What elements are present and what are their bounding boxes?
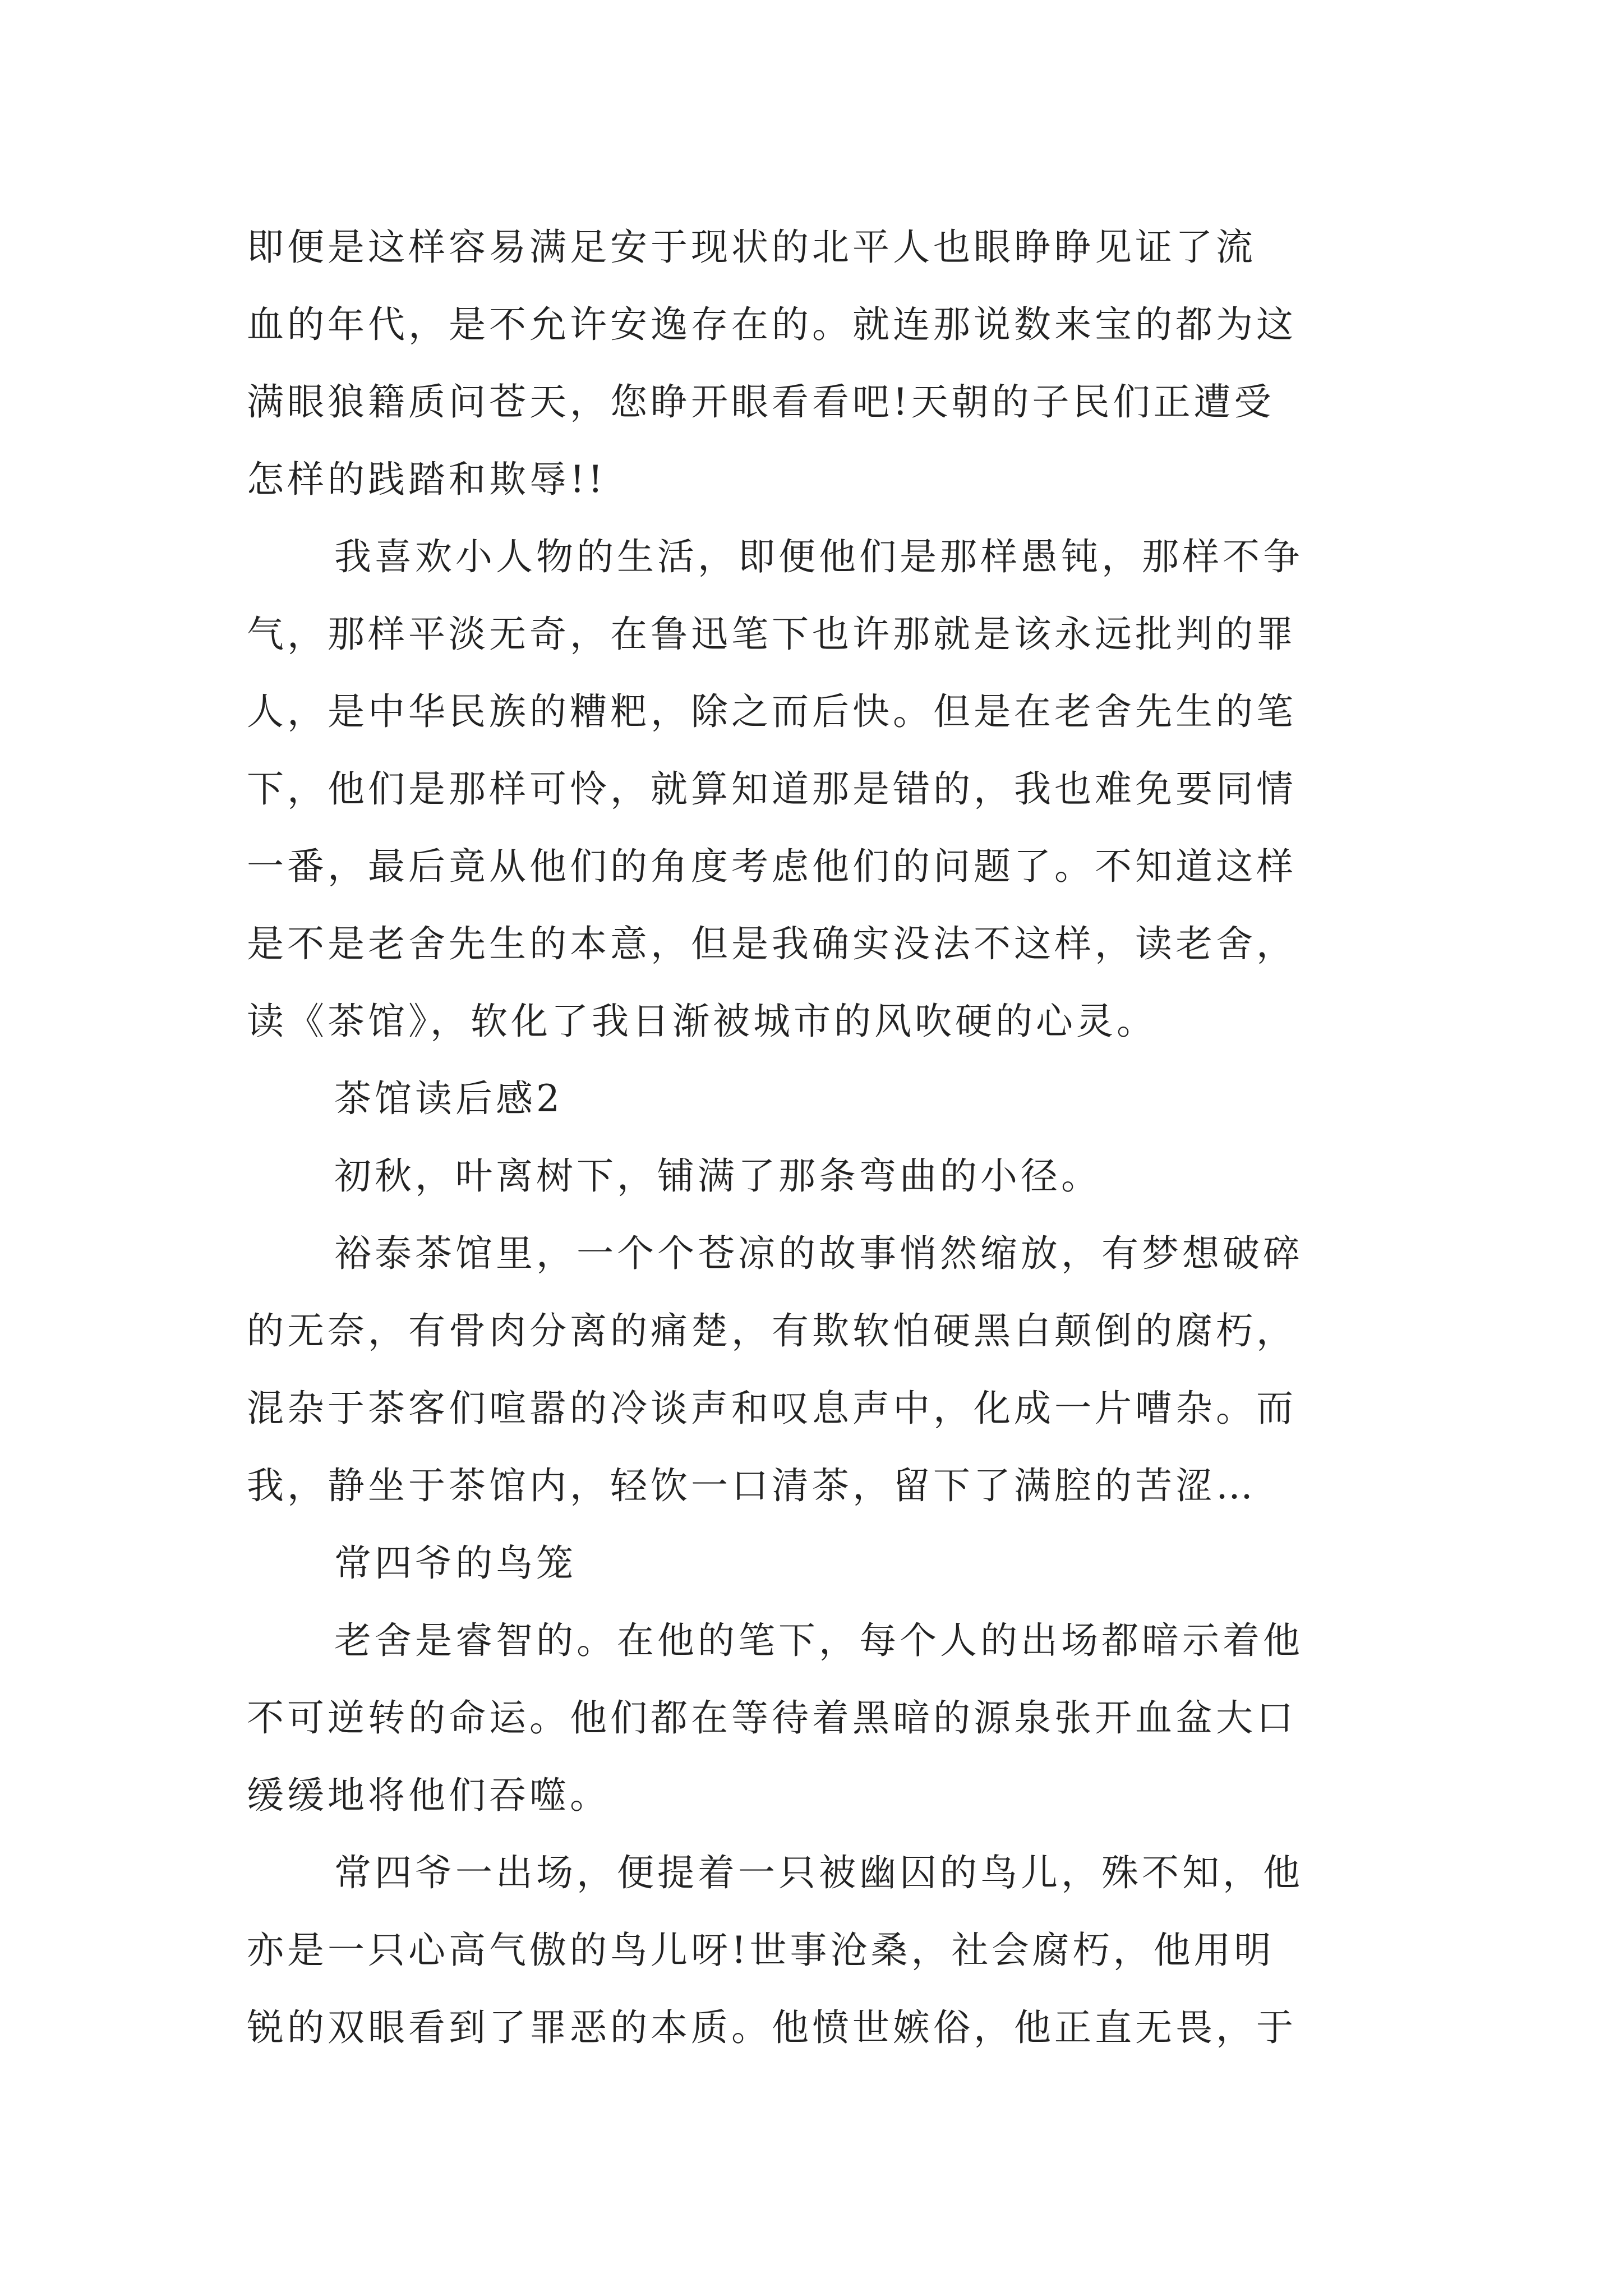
text-line: 怎样的践踏和欺辱!! xyxy=(247,458,607,501)
text-line: 一番，最后竟从他们的角度考虑他们的问题了。不知道这样 xyxy=(247,845,1297,888)
text-line: 我，静坐于茶馆内，轻饮一口清茶，留下了满腔的苦涩… xyxy=(247,1464,1256,1507)
text-line: 人，是中华民族的糟粑，除之而后快。但是在老舍先生的笔 xyxy=(247,690,1297,733)
text-line: 缓缓地将他们吞噬。 xyxy=(247,1774,610,1817)
text-line: 不可逆转的命运。他们都在等待着黑暗的源泉张开血盆大口 xyxy=(247,1696,1297,1740)
text-line: 的无奈，有骨肉分离的痛楚，有欺软怕硬黑白颠倒的腐朽， xyxy=(247,1309,1297,1352)
text-line: 即便是这样容易满足安于现状的北平人也眼睁睁见证了流 xyxy=(247,226,1256,269)
text-line: 满眼狼籍质问苍天，您睁开眼看看吧!天朝的子民们正遭受 xyxy=(247,380,1275,424)
paragraph-first-line: 裕泰茶馆里，一个个苍凉的故事悄然缩放，有梦想破碎 xyxy=(334,1232,1303,1275)
paragraph-first-line: 我喜欢小人物的生活，即便他们是那样愚钝，那样不争 xyxy=(334,535,1303,578)
document-body-text xyxy=(247,209,1374,2067)
section-heading: 茶馆读后感2 xyxy=(334,1077,563,1120)
text-line: 血的年代，是不允许安逸存在的。就连那说数来宝的都为这 xyxy=(247,303,1297,346)
text-line: 锐的双眼看到了罪恶的本质。他愤世嫉俗，他正直无畏，于 xyxy=(247,2006,1297,2049)
text-line: 下，他们是那样可怜，就算知道那是错的，我也难免要同情 xyxy=(247,767,1297,811)
text-line: 气，那样平淡无奇，在鲁迅笔下也许那就是该永远批判的罪 xyxy=(247,613,1297,656)
paragraph-first-line: 老舍是睿智的。在他的笔下，每个人的出场都暗示着他 xyxy=(334,1619,1303,1662)
text-line: 亦是一只心高气傲的鸟儿呀!世事沧桑，社会腐朽，他用明 xyxy=(247,1929,1275,1972)
text-line: 读《茶馆》，软化了我日渐被城市的风吹硬的心灵。 xyxy=(247,1000,1157,1043)
text-line: 是不是老舍先生的本意，但是我确实没法不这样，读老舍， xyxy=(247,922,1297,965)
section-heading: 常四爷的鸟笼 xyxy=(334,1542,577,1585)
paragraph-first-line: 初秋，叶离树下，铺满了那条弯曲的小径。 xyxy=(334,1154,1101,1198)
text-line: 混杂于茶客们喧嚣的冷谈声和叹息声中，化成一片嘈杂。而 xyxy=(247,1387,1297,1430)
paragraph-first-line: 常四爷一出场，便提着一只被幽囚的鸟儿，殊不知，他 xyxy=(334,1851,1303,1894)
